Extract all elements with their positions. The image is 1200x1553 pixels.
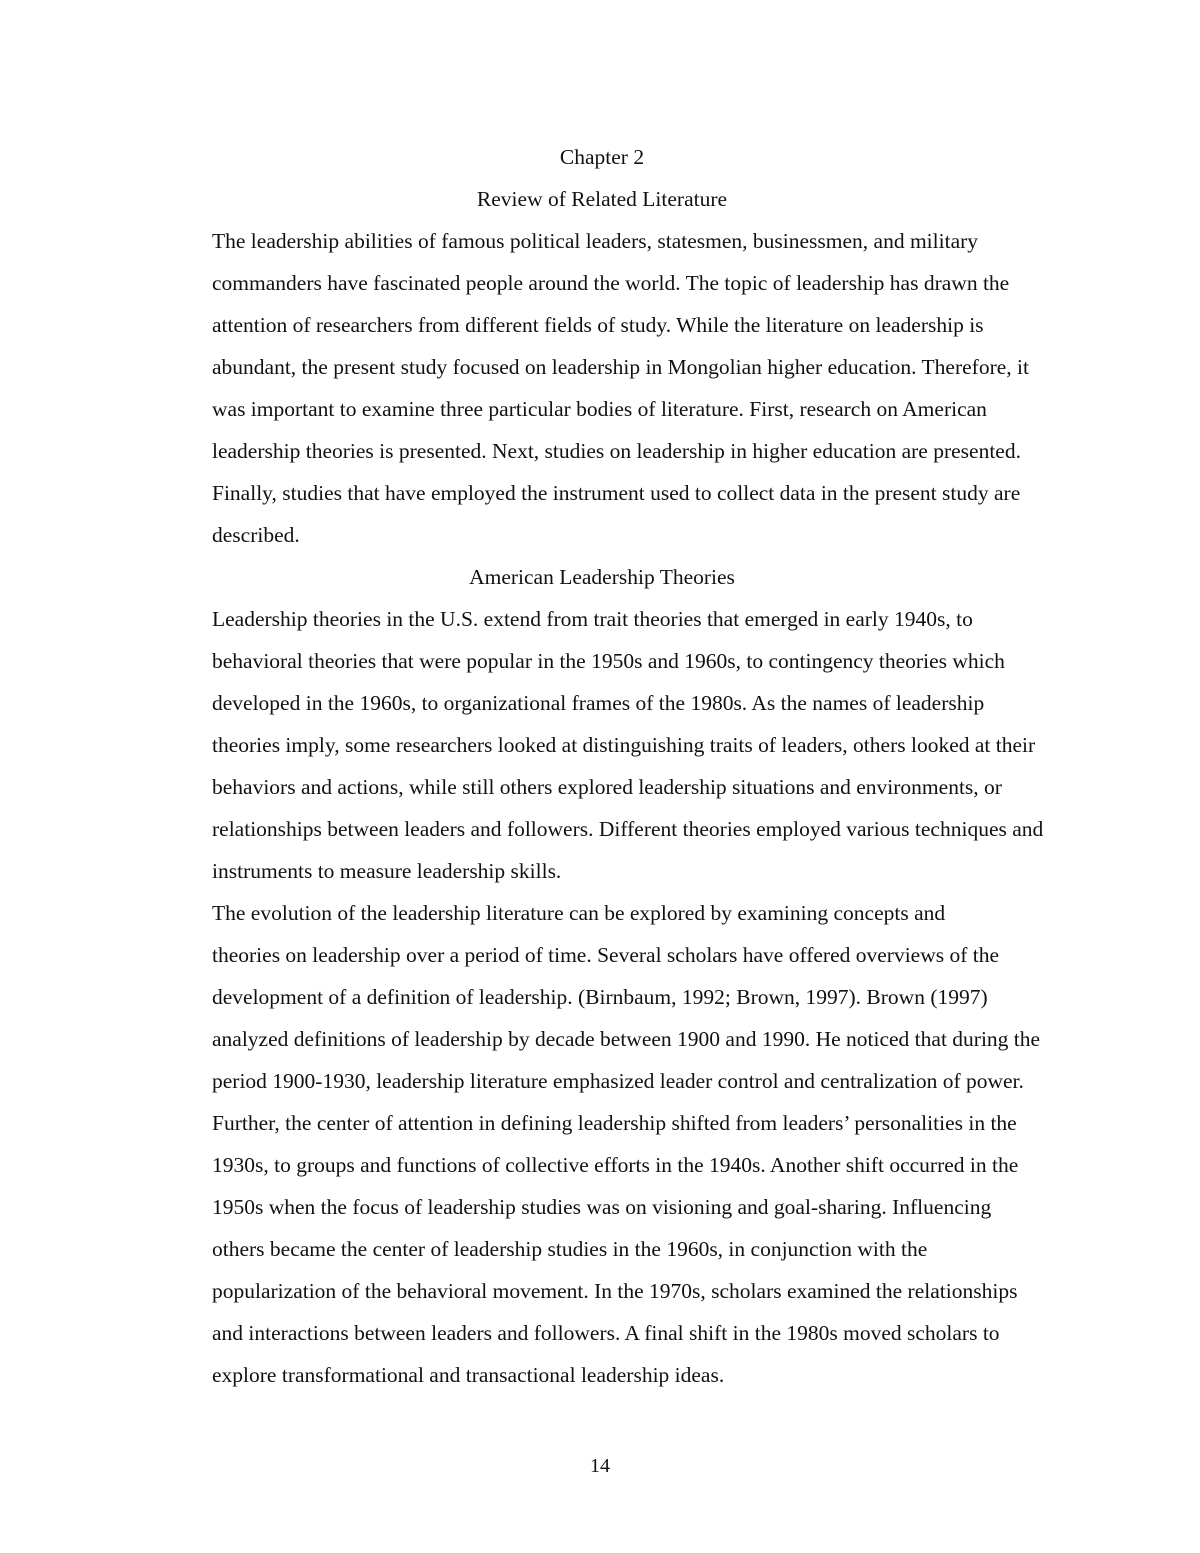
paragraph-line: development of a definition of leadership. (Birnbaum, 1992; Brown, 1997). Brown (1997) xyxy=(212,985,988,1009)
page-number: 14 xyxy=(590,1455,610,1477)
paragraph-line: 1930s, to groups and functions of collective efforts in the 1940s. Another shift occurred in the xyxy=(212,1153,1019,1177)
paragraph-line: analyzed definitions of leadership by decade between 1900 and 1990. He noticed that during the xyxy=(212,1027,1041,1051)
paragraph-line: popularization of the behavioral movement. In the 1970s, scholars examined the relationships xyxy=(212,1279,1018,1303)
paragraph-line: described. xyxy=(212,523,300,547)
paragraph-line: instruments to measure leadership skills. xyxy=(212,859,562,883)
section-heading: American Leadership Theories xyxy=(469,565,735,589)
paragraph-line: explore transformational and transactional leadership ideas. xyxy=(212,1363,725,1387)
paragraph-line: 1950s when the focus of leadership studies was on visioning and goal-sharing. Influencing xyxy=(212,1195,992,1219)
paragraph-line: leadership theories is presented. Next, studies on leadership in higher education are presented. xyxy=(212,439,1021,463)
section-paragraph-1 xyxy=(144,598,1060,892)
paragraph-line: developed in the 1960s, to organizational frames of the 1980s. As the names of leadership xyxy=(212,691,985,715)
paragraph-line: commanders have fascinated people around the world. The topic of leadership has drawn the xyxy=(212,271,1010,295)
paragraph-line: attention of researchers from different fields of study. While the literature on leadership is xyxy=(212,313,984,337)
paragraph-line: theories imply, some researchers looked at distinguishing traits of leaders, others looked at their xyxy=(212,733,1036,757)
paragraph-line: The leadership abilities of famous political leaders, statesmen, businessmen, and military xyxy=(212,229,979,253)
paragraph-line: others became the center of leadership studies in the 1960s, in conjunction with the xyxy=(212,1237,928,1261)
paragraph-line: Finally, studies that have employed the instrument used to collect data in the present study are xyxy=(212,481,1021,505)
chapter-label: Chapter 2 xyxy=(559,145,645,169)
paragraph-line: and interactions between leaders and followers. A final shift in the 1980s moved scholars to xyxy=(212,1321,1000,1345)
paragraph-line: behaviors and actions, while still others explored leadership situations and environments, or xyxy=(212,775,1002,799)
paragraph-line: abundant, the present study focused on leadership in Mongolian higher education. Therefore, it xyxy=(212,355,1029,379)
paragraph-line: theories on leadership over a period of time. Several scholars have offered overviews of the xyxy=(212,943,1000,967)
paragraph-line: relationships between leaders and followers. Different theories employed various techniques and xyxy=(212,817,1044,841)
intro-paragraph xyxy=(144,220,1060,556)
chapter-title: Review of Related Literature xyxy=(476,187,728,211)
page-content xyxy=(144,136,1060,1396)
paragraph-line: behavioral theories that were popular in the 1950s and 1960s, to contingency theories which xyxy=(212,649,1005,673)
paragraph-line: Further, the center of attention in defining leadership shifted from leaders’ personalities in the xyxy=(212,1111,1017,1135)
paragraph-line: was important to examine three particular bodies of literature. First, research on American xyxy=(212,397,987,421)
paragraph-line: Leadership theories in the U.S. extend from trait theories that emerged in early 1940s, to xyxy=(212,607,973,631)
section-paragraph-2 xyxy=(144,892,1060,1396)
paragraph-line: period 1900-1930, leadership literature emphasized leader control and centralization of power. xyxy=(212,1069,1024,1093)
paragraph-line: The evolution of the leadership literature can be explored by examining concepts and xyxy=(212,901,946,925)
